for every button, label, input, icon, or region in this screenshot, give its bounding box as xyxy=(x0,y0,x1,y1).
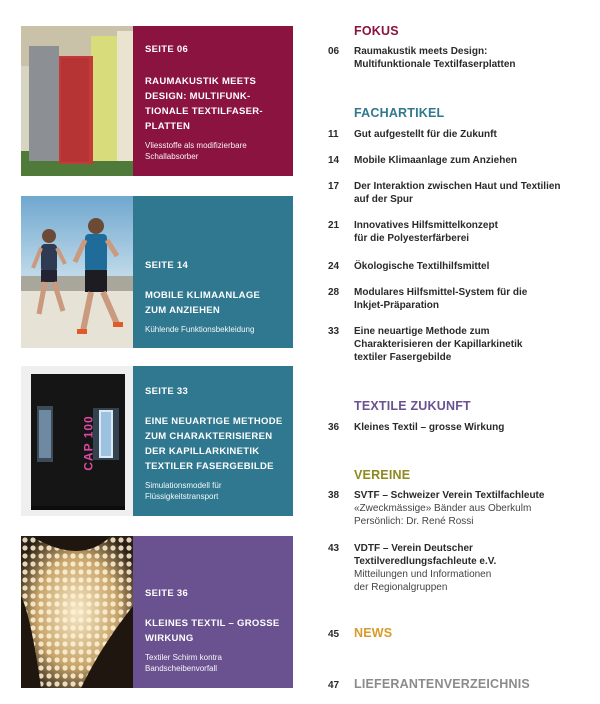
device-label: CAP 100 xyxy=(81,415,96,471)
card-title: RAUMAKUSTIK MEETS DESIGN: MULTIFUNK- TIONALE TEXTILFASER- PLATTEN xyxy=(145,76,263,132)
card-panel xyxy=(133,196,293,348)
card-image-acoustic-panels xyxy=(21,26,133,176)
card-page-label: SEITE 33 xyxy=(145,386,189,397)
section-heading-fachartikel: FACHARTIKEL xyxy=(354,106,445,120)
card-subtitle: Textiler Schirm kontra Bandscheibenvorfall xyxy=(145,653,222,673)
section-heading-textile-zukunft: TEXTILE ZUKUNFT xyxy=(354,399,471,413)
card-page-label: SEITE 14 xyxy=(145,260,189,271)
card-title: EINE NEUARTIGE METHODE ZUM CHARAKTERISIEREN DER KAPILLARKINETIK TEXTILER FASERGEBILDE xyxy=(145,416,283,472)
card-panel xyxy=(133,366,293,516)
card-image-textile-tube xyxy=(21,536,133,688)
section-heading-news: NEWS xyxy=(354,626,393,640)
card-title: MOBILE KLIMAANLAGE ZUM ANZIEHEN xyxy=(145,290,261,316)
section-heading-vereine: VEREINE xyxy=(354,468,411,482)
feature-card-raumakustik[interactable] xyxy=(21,26,293,176)
card-subtitle: Kühlende Funktionsbekleidung xyxy=(145,325,255,334)
section-heading-fokus: FOKUS xyxy=(354,24,399,38)
section-heading-lieferantenverzeichnis: LIEFERANTENVERZEICHNIS xyxy=(354,677,530,691)
feature-card-kleines-textil[interactable] xyxy=(21,536,293,688)
feature-card-kapillarkinetik[interactable] xyxy=(21,366,293,516)
card-subtitle: Vliesstoffe als modifizierbare Schallabsorber xyxy=(145,141,247,161)
card-image-cap100-device xyxy=(21,366,133,516)
card-subtitle: Simulationsmodell für Flüssigkeitstransport xyxy=(145,481,222,501)
card-panel xyxy=(133,536,293,688)
card-image-runners xyxy=(21,196,133,348)
card-panel xyxy=(133,26,293,176)
feature-card-klimaanlage[interactable] xyxy=(21,196,293,348)
card-page-label: SEITE 36 xyxy=(145,588,189,599)
card-title: KLEINES TEXTIL – GROSSE WIRKUNG xyxy=(145,618,280,644)
card-page-label: SEITE 06 xyxy=(145,44,189,55)
